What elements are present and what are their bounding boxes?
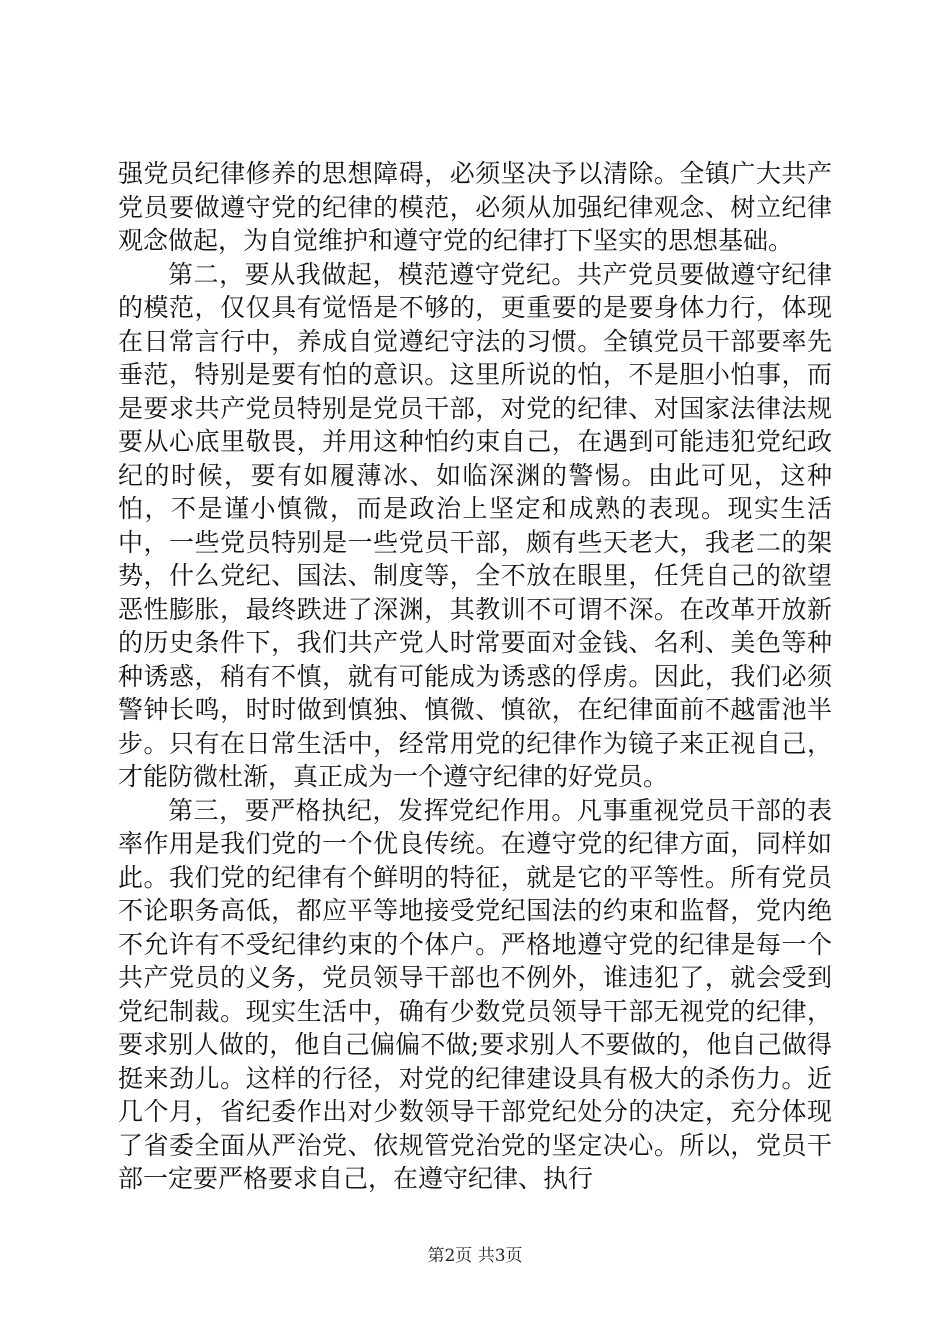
paragraph-third-point: 第三，要严格执纪，发挥党纪作用。凡事重视党员干部的表率作用是我们党的一个优良传统。在遵守党的纪律方面，同样如此。我们党的纪律有个鲜明的特征，就是它的平等性。所有党员不论职务高低，都应平等地接受党纪国法的约束和监督，党内绝不允许有不受纪律约束的个体户。严格地遵守党的纪律是每一个共产党员的义务，党员领导干部也不例外，谁违犯了，就会受到党纪制裁。现实生活中，确有少数党员领导干部无视党的纪律，要求别人做的，他自己偏偏不做;要求别人不要做的，他自己做得挺来劲儿。这样的行径，对党的纪律建设具有极大的杀伤力。近几个月，省纪委作出对少数领导干部党纪处分的决定，充分体现了省委全面从严治党、依规管党治党的坚定决心。所以，党员干部一定要严格要求自己，在遵守纪律、执行 bbox=[118, 795, 832, 1193]
document-body bbox=[118, 157, 832, 1196]
paragraph-continued: 强党员纪律修养的思想障碍，必须坚决予以清除。全镇广大共产党员要做遵守党的纪律的模范，必须从加强纪律观念、树立纪律观念做起，为自觉维护和遵守党的纪律打下坚实的思想基础。 bbox=[118, 159, 832, 255]
page-footer: 第2页 共3页 bbox=[427, 1246, 523, 1266]
paragraph-second-point: 第二，要从我做起，模范遵守党纪。共产党员要做遵守纪律的模范，仅仅具有觉悟是不够的，更重要的是要身体力行，体现在日常言行中，养成自觉遵纪守法的习惯。全镇党员干部要率先垂范，特别是要有怕的意识。这里所说的怕，不是胆小怕事，而是要求共产党员特别是党员干部，对党的纪律、对国家法律法规要从心底里敬畏，并用这种怕约束自己，在遇到可能违犯党纪政纪的时候，要有如履薄冰、如临深渊的警惕。由此可见，这种怕，不是谨小慎微，而是政治上坚定和成熟的表现。现实生活中，一些党员特别是一些党员干部，颇有些天老大，我老二的架势，什么党纪、国法、制度等，全不放在眼里，任凭自己的欲望恶性膨胀，最终跌进了深渊，其教训不可谓不深。在改革开放新的历史条件下，我们共产党人时常要面对金钱、名利、美色等种种诱惑，稍有不慎，就有可能成为诱惑的俘虏。因此，我们必须警钟长鸣，时时做到慎独、慎微、慎欲，在纪律面前不越雷池半步。只有在日常生活中，经常用党的纪律作为镜子来正视自己，才能防微杜渐，真正成为一个遵守纪律的好党员。 bbox=[118, 259, 832, 791]
